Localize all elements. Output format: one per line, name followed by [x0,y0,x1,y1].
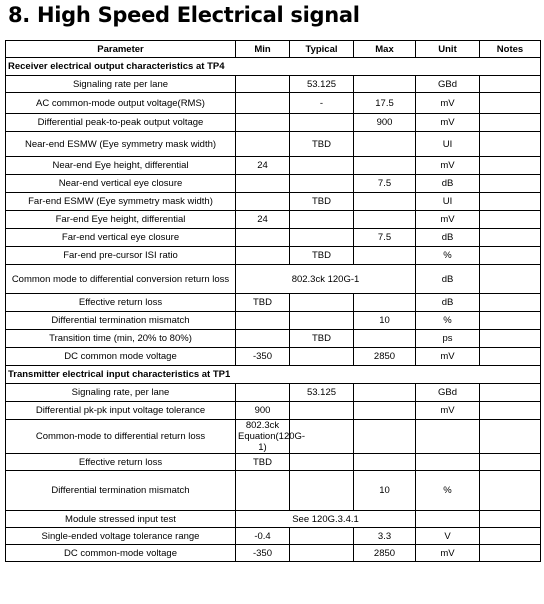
cell-notes [480,454,541,471]
cell-span: 802.3ck 120G-1 [236,265,416,294]
table-row [6,211,541,229]
cell-parameter: Effective return loss [6,454,236,471]
table-row [6,193,541,211]
cell-typical [290,471,354,511]
cell-notes [480,384,541,402]
cell-parameter: Near-end ESMW (Eye symmetry mask width) [6,132,236,157]
cell-min [236,247,290,265]
cell-typical: - [290,93,354,114]
cell-unit: mV [416,545,480,562]
cell-notes [480,265,541,294]
cell-min [236,193,290,211]
table-row [6,511,541,528]
cell-parameter: Far-end pre-cursor ISI ratio [6,247,236,265]
cell-span: See 120G.3.4.1 [236,511,416,528]
cell-unit: mV [416,114,480,132]
cell-min [236,330,290,348]
cell-typical [290,545,354,562]
cell-unit: dB [416,229,480,247]
cell-min: TBD [236,454,290,471]
table-row [6,294,541,312]
table-row [6,157,541,175]
cell-parameter: Far-end ESMW (Eye symmetry mask width) [6,193,236,211]
cell-unit [416,511,480,528]
cell-max [354,76,416,93]
cell-max [354,132,416,157]
table-row [6,175,541,193]
cell-min [236,93,290,114]
cell-min [236,76,290,93]
table-row [6,114,541,132]
cell-max [354,193,416,211]
table-row [6,93,541,114]
cell-notes [480,420,541,454]
cell-max: 17.5 [354,93,416,114]
cell-typical [290,454,354,471]
cell-parameter: DC common-mode voltage [6,545,236,562]
cell-max: 10 [354,312,416,330]
table-row [6,420,541,454]
cell-min: 802.3ck Equation(120G-1) [236,420,290,454]
cell-parameter: Module stressed input test [6,511,236,528]
cell-min [236,132,290,157]
cell-min [236,229,290,247]
header-max: Max [354,41,416,58]
cell-typical [290,229,354,247]
cell-parameter: Far-end vertical eye closure [6,229,236,247]
cell-max [354,211,416,229]
cell-unit: mV [416,157,480,175]
cell-unit: dB [416,294,480,312]
cell-unit: GBd [416,384,480,402]
cell-max [354,402,416,420]
cell-parameter: Common mode to differential conversion return loss [6,265,236,294]
cell-typical [290,175,354,193]
cell-parameter: Differential termination mismatch [6,312,236,330]
header-min: Min [236,41,290,58]
cell-unit: GBd [416,76,480,93]
cell-unit: mV [416,348,480,366]
cell-unit: V [416,528,480,545]
cell-parameter: Differential peak-to-peak output voltage [6,114,236,132]
table-row [6,132,541,157]
cell-max [354,384,416,402]
cell-max: 3.3 [354,528,416,545]
cell-parameter: Differential termination mismatch [6,471,236,511]
cell-max: 2850 [354,348,416,366]
cell-notes [480,229,541,247]
table-row [6,247,541,265]
cell-min: TBD [236,294,290,312]
cell-unit: % [416,312,480,330]
cell-typical: TBD [290,193,354,211]
cell-typical: 53.125 [290,384,354,402]
cell-notes [480,193,541,211]
cell-typical [290,348,354,366]
cell-unit: dB [416,175,480,193]
cell-parameter: Near-end Eye height, differential [6,157,236,175]
cell-typical [290,402,354,420]
cell-min [236,175,290,193]
table-row [6,528,541,545]
cell-typical: TBD [290,330,354,348]
cell-parameter: Effective return loss [6,294,236,312]
cell-min [236,114,290,132]
table-row [6,471,541,511]
cell-typical [290,528,354,545]
header-typical: Typical [290,41,354,58]
cell-min [236,384,290,402]
cell-unit [416,454,480,471]
cell-min: -0.4 [236,528,290,545]
cell-typical [290,157,354,175]
cell-max [354,454,416,471]
cell-max: 10 [354,471,416,511]
cell-notes [480,402,541,420]
cell-notes [480,528,541,545]
cell-notes [480,348,541,366]
cell-typical [290,211,354,229]
cell-notes [480,93,541,114]
cell-notes [480,312,541,330]
section-row [6,366,541,384]
cell-unit: % [416,247,480,265]
cell-typical: TBD [290,247,354,265]
cell-unit: dB [416,265,480,294]
cell-notes [480,471,541,511]
cell-notes [480,175,541,193]
cell-unit: UI [416,193,480,211]
table-row [6,229,541,247]
cell-unit [416,420,480,454]
section-title: Transmitter electrical input characteristics at TP1 [6,366,541,384]
cell-notes [480,157,541,175]
cell-parameter: Transition time (min, 20% to 80%) [6,330,236,348]
cell-notes [480,294,541,312]
table-row [6,402,541,420]
cell-max [354,294,416,312]
cell-unit: mV [416,402,480,420]
cell-notes [480,247,541,265]
cell-max [354,330,416,348]
cell-notes [480,330,541,348]
section-title: Receiver electrical output characteristics at TP4 [6,58,541,76]
cell-typical [290,312,354,330]
cell-unit: UI [416,132,480,157]
table-row [6,384,541,402]
cell-typical: 53.125 [290,76,354,93]
cell-parameter: DC common mode voltage [6,348,236,366]
cell-unit: mV [416,211,480,229]
cell-min: -350 [236,348,290,366]
cell-notes [480,76,541,93]
cell-parameter: AC common-mode output voltage(RMS) [6,93,236,114]
table-row [6,454,541,471]
cell-min: 900 [236,402,290,420]
header-parameter: Parameter [6,41,236,58]
cell-min [236,471,290,511]
table-row [6,76,541,93]
cell-min: 24 [236,211,290,229]
cell-parameter: Signaling rate per lane [6,76,236,93]
cell-notes [480,545,541,562]
cell-parameter: Single-ended voltage tolerance range [6,528,236,545]
cell-parameter: Far-end Eye height, differential [6,211,236,229]
cell-notes [480,114,541,132]
cell-max: 2850 [354,545,416,562]
cell-max: 7.5 [354,175,416,193]
cell-parameter: Signaling rate, per lane [6,384,236,402]
table-row [6,348,541,366]
cell-notes [480,132,541,157]
cell-max: 900 [354,114,416,132]
cell-notes [480,211,541,229]
cell-max [354,157,416,175]
table-row [6,265,541,294]
cell-min [236,312,290,330]
cell-max: 7.5 [354,229,416,247]
cell-unit: ps [416,330,480,348]
table-row [6,330,541,348]
cell-max [354,247,416,265]
cell-typical: TBD [290,132,354,157]
cell-parameter: Near-end vertical eye closure [6,175,236,193]
cell-min: 24 [236,157,290,175]
spec-table [5,40,541,562]
cell-max [354,420,416,454]
section-row [6,58,541,76]
cell-notes [480,511,541,528]
header-row [6,41,541,58]
cell-unit: % [416,471,480,511]
table-row [6,312,541,330]
cell-min: -350 [236,545,290,562]
cell-parameter: Common-mode to differential return loss [6,420,236,454]
cell-typical [290,294,354,312]
header-unit: Unit [416,41,480,58]
header-notes: Notes [480,41,541,58]
cell-parameter: Differential pk-pk input voltage tolerance [6,402,236,420]
cell-typical [290,114,354,132]
table-row [6,545,541,562]
page-title: 8. High Speed Electrical signal [8,3,360,27]
cell-unit: mV [416,93,480,114]
